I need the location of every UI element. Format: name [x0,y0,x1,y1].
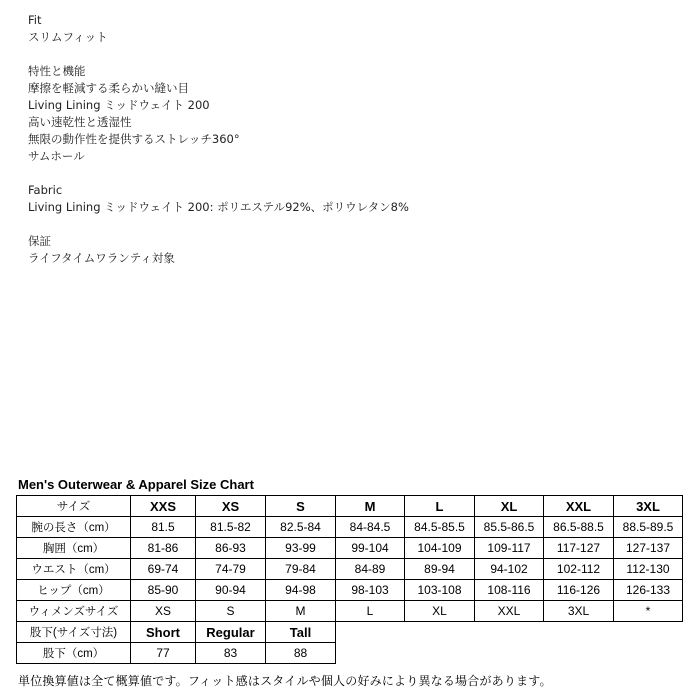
table-cell: 86.5-88.5 [544,517,614,538]
fit-value: スリムフィット [28,30,108,44]
size-header-cell: L [405,496,475,517]
size-header-cell: XS [196,496,266,517]
inseam-header-cell: Short [131,622,196,643]
table-cell: 99-104 [336,538,405,559]
row-label: 腕の長さ（cm） [17,517,131,538]
table-cell: 85.5-86.5 [475,517,544,538]
size-chart-table [16,495,683,664]
row-label: ウィメンズサイズ [17,601,131,622]
table-cell: 88.5-89.5 [614,517,683,538]
table-cell: 102-112 [544,559,614,580]
table-cell: 94-102 [475,559,544,580]
warranty-heading: 保証 [28,234,51,248]
table-row [17,601,683,622]
table-cell: 3XL [544,601,614,622]
size-chart-footnote: 単位換算値は全て概算値です。フィット感はスタイルや個人の好みにより異なる場合があります。 [18,674,552,688]
table-cell: 88 [266,643,336,664]
row-label: 股下（cm） [17,643,131,664]
fabric-heading: Fabric [28,183,63,197]
feature-item: 摩擦を軽減する柔らかい縫い目 [28,81,189,95]
size-header-cell: M [336,496,405,517]
feature-item: サムホール [28,149,85,163]
table-cell: 83 [196,643,266,664]
table-row [17,559,683,580]
size-header-cell: XXS [131,496,196,517]
table-cell: 69-74 [131,559,196,580]
feature-item: 無限の動作性を提供するストレッチ360° [28,132,240,146]
product-spec [28,12,409,267]
table-cell: 86-93 [196,538,266,559]
table-cell: 74-79 [196,559,266,580]
table-cell: 127-137 [614,538,683,559]
table-cell: 126-133 [614,580,683,601]
table-cell: 117-127 [544,538,614,559]
table-cell: 84-89 [336,559,405,580]
table-cell: 93-99 [266,538,336,559]
table-row [17,538,683,559]
table-cell: 112-130 [614,559,683,580]
table-cell: * [614,601,683,622]
inseam-header-label: 股下(サイズ寸法) [17,622,131,643]
table-cell: 81.5-82 [196,517,266,538]
size-chart-title: Men's Outerwear & Apparel Size Chart [18,477,254,492]
table-cell: 103-108 [405,580,475,601]
table-cell: M [266,601,336,622]
row-label: ウエスト（cm） [17,559,131,580]
size-header-row [17,496,683,517]
table-cell: 109-117 [475,538,544,559]
table-cell: 84-84.5 [336,517,405,538]
inseam-header-cell: Tall [266,622,336,643]
table-cell: 108-116 [475,580,544,601]
size-header-cell: XL [475,496,544,517]
table-cell: L [336,601,405,622]
fabric-value: Living Lining ミッドウェイト 200: ポリエステル92%、ポリウレタン8% [28,200,409,214]
inseam-header-cell: Regular [196,622,266,643]
size-header-cell: XXL [544,496,614,517]
table-cell: 82.5-84 [266,517,336,538]
size-header-cell: 3XL [614,496,683,517]
table-cell: XS [131,601,196,622]
table-cell: 81.5 [131,517,196,538]
table-row [17,580,683,601]
table-cell: XL [405,601,475,622]
table-cell: 77 [131,643,196,664]
size-header-label: サイズ [17,496,131,517]
table-row [17,517,683,538]
warranty-value: ライフタイムワランティ対象 [28,251,175,265]
table-cell: 104-109 [405,538,475,559]
inseam-row [17,643,683,664]
feature-item: Living Lining ミッドウェイト 200 [28,98,210,112]
table-cell: 79-84 [266,559,336,580]
table-cell: 116-126 [544,580,614,601]
feature-item: 高い速乾性と透湿性 [28,115,132,129]
fit-heading: Fit [28,13,42,27]
row-label: ヒップ（cm） [17,580,131,601]
features-heading: 特性と機能 [28,64,86,78]
table-cell: XXL [475,601,544,622]
table-cell: S [196,601,266,622]
table-cell: 90-94 [196,580,266,601]
table-cell: 81-86 [131,538,196,559]
table-cell: 89-94 [405,559,475,580]
row-label: 胸囲（cm） [17,538,131,559]
table-cell: 94-98 [266,580,336,601]
size-header-cell: S [266,496,336,517]
table-cell: 85-90 [131,580,196,601]
table-cell: 98-103 [336,580,405,601]
table-cell: 84.5-85.5 [405,517,475,538]
inseam-header-row [17,622,683,643]
